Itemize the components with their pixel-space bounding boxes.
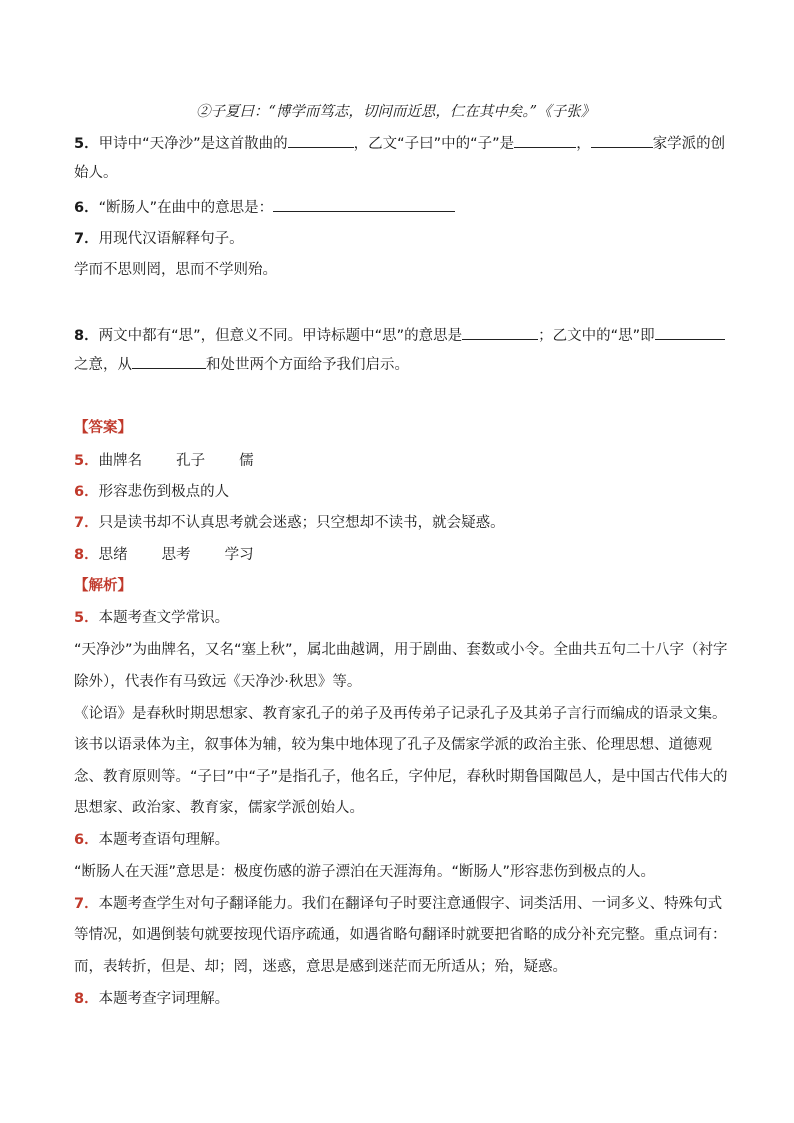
analysis-5-line: 《论语》是春秋时期思想家、教育家孔子的弟子及再传弟子记录孔子及其弟子言行而编成的语录文集。 <box>74 706 727 722</box>
answer-heading: 【答案】 <box>74 420 132 436</box>
question-6: 6．“断肠人”在曲中的意思是： <box>74 197 734 218</box>
question-8: 8．两文中都有“思”，但意义不同。甲诗标题中“思”的意思是 ；乙文中的“思”即 <box>74 325 734 346</box>
answer-number: 7． <box>74 515 99 531</box>
question-number: 5． <box>74 136 99 152</box>
analysis-number: 6． <box>74 832 99 848</box>
analysis-6-line: “断肠人在天涯”意思是：极度伤感的游子漂泊在天涯海角。“断肠人”形容悲伤到极点的人。 <box>74 864 656 880</box>
analysis-5-line: “天净沙”为曲牌名，又名“塞上秋”，属北曲越调，用于剧曲、套数或小令。全曲共五句二十八字（衬字 <box>74 642 728 658</box>
analysis-5-line: 除外），代表作有马致远《天净沙·秋思》等。 <box>74 674 362 690</box>
answer-5: 5．曲牌名 孔子 儒 <box>74 453 254 469</box>
question-5-continued: 始人。 <box>74 165 118 181</box>
analysis-heading: 【解析】 <box>74 578 132 594</box>
answer-blank[interactable] <box>132 354 206 369</box>
analysis-number: 8． <box>74 991 99 1007</box>
answer-blank[interactable] <box>288 133 354 148</box>
analysis-5-line: 该书以语录体为主，叙事体为辅，较为集中地体现了孔子及儒家学派的政治主张、伦理思想、道德观 <box>74 737 712 753</box>
question-7: 7．用现代汉语解释句子。 <box>74 231 244 247</box>
analysis-number: 7． <box>74 896 99 912</box>
quote-line: ②子夏曰：“博学而笃志，切问而近思，仁在其中矣。”《子张》 <box>196 104 596 120</box>
analysis-7-line: 而，表转折，但是、却；罔，迷惑，意思是感到迷茫而无所适从；殆，疑惑。 <box>74 959 567 975</box>
question-8-continued: 之意，从 和处世两个方面给予我们启示。 <box>74 354 734 375</box>
analysis-5-title: 5．本题考查文学常识。 <box>74 610 230 626</box>
analysis-5-line: 思想家、政治家、教育家，儒家学派创始人。 <box>74 800 364 816</box>
answer-6: 6．形容悲伤到极点的人 <box>74 484 230 500</box>
question-7-sentence: 学而不思则罔，思而不学则殆。 <box>74 262 277 278</box>
answer-7: 7．只是读书却不认真思考就会迷惑；只空想却不读书，就会疑惑。 <box>74 515 505 531</box>
question-5: 5．甲诗中“天净沙”是这首散曲的 ，乙文“子曰”中的“子”是 ， 家学派的创 <box>74 133 734 154</box>
analysis-5-line: 念、教育原则等。“子曰”中“子”是指孔子，他名丘，字仲尼，春秋时期鲁国陬邑人，是中国古代伟大的 <box>74 769 728 785</box>
answer-8: 8．思绪 思考 学习 <box>74 547 254 563</box>
analysis-7-line: 7．本题考查学生对句子翻译能力。我们在翻译句子时要注意通假字、词类活用、一词多义、特殊句式 <box>74 896 723 912</box>
answer-number: 5． <box>74 453 99 469</box>
answer-blank[interactable] <box>591 133 653 148</box>
answer-blank[interactable] <box>273 197 455 212</box>
question-number: 8． <box>74 328 99 344</box>
question-number: 7． <box>74 231 99 247</box>
answer-number: 6． <box>74 484 99 500</box>
answer-number: 8． <box>74 547 99 563</box>
answer-blank[interactable] <box>655 325 725 340</box>
analysis-6-title: 6．本题考查语句理解。 <box>74 832 230 848</box>
analysis-number: 5． <box>74 610 99 626</box>
analysis-8-title: 8．本题考查字词理解。 <box>74 991 230 1007</box>
answer-blank[interactable] <box>514 133 576 148</box>
question-number: 6． <box>74 200 99 216</box>
answer-blank[interactable] <box>462 325 538 340</box>
analysis-7-line: 等情况，如遇倒装句就要按现代语序疏通，如遇省略句翻译时就要把省略的成分补充完整。重点词有： <box>74 927 727 943</box>
